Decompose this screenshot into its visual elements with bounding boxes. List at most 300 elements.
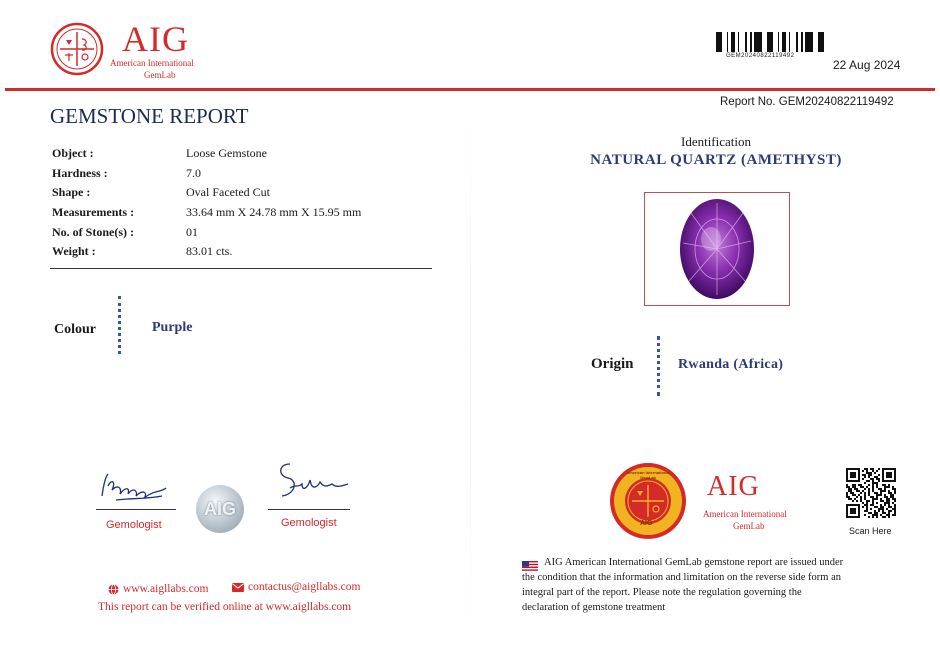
- qr-module: [864, 504, 866, 506]
- qr-module: [864, 510, 866, 512]
- report-date: 22 Aug 2024: [833, 58, 901, 72]
- seal-sub-line1: American International: [703, 509, 787, 519]
- qr-module: [888, 504, 890, 506]
- qr-module: [858, 490, 860, 492]
- qr-module: [890, 494, 892, 496]
- qr-module: [884, 484, 886, 486]
- barcode-number: GEM20240822119492: [726, 53, 795, 59]
- qr-module: [884, 490, 886, 492]
- qr-module: [846, 494, 848, 496]
- gemstone-photo: [644, 192, 790, 306]
- hologram-text: AIG: [203, 498, 236, 519]
- qr-module: [888, 498, 890, 500]
- qr-module: [872, 496, 874, 498]
- qr-module: [892, 502, 894, 504]
- qr-module: [884, 494, 886, 496]
- qr-module: [886, 496, 888, 498]
- seal-ring-text: American International GemLab: [626, 470, 670, 480]
- identification-value: NATURAL QUARTZ (AMETHYST): [590, 152, 842, 168]
- qr-module: [876, 502, 878, 504]
- barcode-bar: [745, 32, 747, 52]
- qr-module: [868, 480, 870, 482]
- report-number: Report No. GEM20240822119492: [720, 96, 894, 108]
- qr-module: [876, 516, 878, 518]
- qr-module: [886, 514, 888, 516]
- gold-seal: [609, 462, 687, 540]
- qr-module: [874, 476, 876, 478]
- report-field-row: [52, 183, 412, 203]
- fields-divider: [50, 268, 432, 269]
- aig-emblem-icon: [50, 22, 104, 76]
- qr-module: [872, 480, 874, 482]
- qr-module: [892, 498, 894, 500]
- qr-module: [888, 516, 890, 518]
- page-fold-shadow: [470, 95, 471, 655]
- barcode-bar: [719, 32, 722, 52]
- report-field-label: Shape :: [52, 185, 91, 200]
- qr-module: [894, 498, 896, 500]
- qr-module: [874, 498, 876, 500]
- qr-module: [870, 474, 872, 476]
- qr-module: [868, 476, 870, 478]
- disclaimer-line2: the condition that the information and limitation on the reverse side form an: [522, 572, 841, 583]
- report-field-label: Object :: [52, 146, 94, 161]
- qr-module: [868, 494, 870, 496]
- barcode-bar: [810, 32, 813, 52]
- barcode-bar: [778, 32, 779, 52]
- qr-module: [848, 490, 850, 492]
- qr-module: [892, 488, 894, 490]
- qr-module: [866, 502, 868, 504]
- qr-module: [872, 504, 874, 506]
- barcode-bar: [734, 32, 735, 52]
- signature-left-line: [96, 509, 176, 510]
- qr-module: [870, 504, 872, 506]
- report-field-row: [52, 203, 412, 223]
- hologram-seal: [196, 485, 244, 533]
- barcode-bar: [731, 32, 734, 52]
- qr-module: [882, 516, 884, 518]
- qr-module: [876, 478, 878, 480]
- qr-module: [870, 478, 872, 480]
- report-field-row: [52, 164, 412, 184]
- signature-right-line: [268, 509, 350, 510]
- logo-emblem: [50, 22, 104, 76]
- qr-module: [876, 482, 878, 484]
- flag-icon: [522, 561, 538, 571]
- qr-module: [872, 478, 874, 480]
- qr-module: [870, 496, 872, 498]
- qr-module: [866, 506, 868, 508]
- qr-module: [888, 502, 890, 504]
- qr-module: [870, 508, 872, 510]
- barcode-bar: [785, 32, 786, 52]
- qr-module: [862, 490, 864, 492]
- qr-module: [882, 484, 884, 486]
- qr-module: [894, 512, 896, 514]
- report-field-label: Measurements :: [52, 205, 135, 220]
- seal-sub-line2: GemLab: [733, 521, 765, 531]
- qr-module: [894, 504, 896, 506]
- qr-module: [868, 500, 870, 502]
- qr-module: [864, 492, 866, 494]
- qr-module: [882, 508, 884, 510]
- qr-module: [876, 498, 878, 500]
- qr-module: [848, 488, 850, 490]
- qr-module: [864, 494, 866, 496]
- qr-module: [866, 504, 868, 506]
- qr-module: [876, 470, 878, 472]
- globe-icon: [108, 584, 119, 595]
- qr-module: [874, 510, 876, 512]
- qr-module: [864, 488, 866, 490]
- qr-module: [856, 488, 858, 490]
- barcode-bar: [805, 32, 808, 52]
- qr-module: [860, 498, 862, 500]
- qr-module: [872, 470, 874, 472]
- qr-module: [886, 486, 888, 488]
- qr-module: [854, 498, 856, 500]
- qr-module: [888, 492, 890, 494]
- qr-module: [850, 490, 852, 492]
- qr-module: [864, 496, 866, 498]
- amethyst-image: [645, 193, 789, 305]
- barcode-bar: [818, 32, 821, 52]
- qr-module: [894, 508, 896, 510]
- barcode-bar: [789, 32, 790, 52]
- qr-module: [860, 484, 862, 486]
- qr-module: [850, 492, 852, 494]
- barcode-bar: [767, 32, 770, 52]
- qr-module: [880, 508, 882, 510]
- qr-module: [876, 492, 878, 494]
- colour-dots: [118, 296, 121, 354]
- qr-module: [878, 494, 880, 496]
- qr-module: [850, 488, 852, 490]
- barcode-graphic: [716, 32, 830, 52]
- qr-module: [888, 490, 890, 492]
- seal-center-text: AIG: [640, 520, 653, 527]
- qr-module: [868, 488, 870, 490]
- qr-module: [884, 502, 886, 504]
- qr-module: [846, 492, 848, 494]
- header-divider: [5, 88, 935, 91]
- qr-module: [852, 500, 854, 502]
- signature-left-mark: [96, 468, 178, 506]
- qr-module: [862, 470, 864, 472]
- qr-module: [854, 486, 856, 488]
- qr-module: [872, 516, 874, 518]
- report-field-value: 7.0: [186, 165, 201, 180]
- qr-module: [894, 490, 896, 492]
- qr-module: [888, 500, 890, 502]
- qr-module: [852, 492, 854, 494]
- qr-module: [864, 476, 866, 478]
- qr-module: [846, 486, 848, 488]
- qr-module: [888, 510, 890, 512]
- qr-module: [874, 492, 876, 494]
- qr-module: [876, 512, 878, 514]
- barcode-bar: [808, 32, 810, 52]
- gemologist-left-label: Gemologist: [106, 519, 162, 531]
- barcode-bar: [716, 32, 719, 52]
- qr-module: [878, 508, 880, 510]
- seal-brand: AIG: [707, 471, 760, 502]
- qr-module: [868, 492, 870, 494]
- qr-module: [856, 490, 858, 492]
- qr-module: [880, 504, 882, 506]
- qr-module: [856, 500, 858, 502]
- colour-value: Purple: [152, 320, 193, 335]
- qr-module: [878, 474, 880, 476]
- barcode-bar: [738, 32, 739, 52]
- qr-module: [872, 484, 874, 486]
- qr-module: [868, 472, 870, 474]
- qr-module: [870, 512, 872, 514]
- page-title: GEMSTONE REPORT: [50, 104, 249, 128]
- qr-module: [886, 502, 888, 504]
- qr-module: [882, 512, 884, 514]
- qr-module: [866, 508, 868, 510]
- identification-label: Identification: [680, 134, 752, 149]
- qr-module: [880, 488, 882, 490]
- qr-module: [848, 486, 850, 488]
- gemologist-right-label: Gemologist: [281, 517, 337, 529]
- report-field-value: 33.64 mm X 24.78 mm X 15.95 mm: [186, 205, 362, 220]
- qr-module: [860, 492, 862, 494]
- qr-module: [874, 512, 876, 514]
- qr-module: [862, 486, 864, 488]
- report-field-value: Oval Faceted Cut: [186, 185, 270, 200]
- qr-module: [894, 492, 896, 494]
- report-field-row: [52, 144, 412, 164]
- qr-finder: [850, 508, 856, 514]
- qr-module: [878, 468, 880, 470]
- qr-module: [848, 498, 850, 500]
- qr-module: [868, 516, 870, 518]
- qr-module: [880, 514, 882, 516]
- qr-module: [880, 494, 882, 496]
- origin-label: Origin: [591, 356, 634, 372]
- qr-module: [882, 490, 884, 492]
- qr-module: [878, 510, 880, 512]
- qr-module: [876, 494, 878, 496]
- website-link[interactable]: [108, 583, 209, 595]
- qr-module: [876, 486, 878, 488]
- qr-module: [866, 468, 868, 470]
- qr-module: [888, 514, 890, 516]
- qr-module: [864, 468, 866, 470]
- qr-module: [872, 486, 874, 488]
- report-field-value: Loose Gemstone: [186, 146, 267, 161]
- qr-module: [882, 500, 884, 502]
- qr-module: [894, 514, 896, 516]
- qr-module: [864, 474, 866, 476]
- qr-code-icon: [846, 468, 896, 518]
- qr-module: [852, 484, 854, 486]
- qr-module: [884, 496, 886, 498]
- qr-module: [862, 478, 864, 480]
- qr-module: [854, 484, 856, 486]
- qr-module: [880, 498, 882, 500]
- qr-module: [886, 508, 888, 510]
- qr-module: [870, 472, 872, 474]
- qr-module: [862, 474, 864, 476]
- barcode-bar: [801, 32, 803, 52]
- qr-module: [882, 510, 884, 512]
- qr-module: [848, 496, 850, 498]
- qr-module: [886, 498, 888, 500]
- barcode-bar: [727, 32, 728, 52]
- qr-module: [872, 468, 874, 470]
- qr-module: [884, 512, 886, 514]
- website-text: www.aigllabs.com: [123, 583, 209, 595]
- signature-right-mark: [268, 458, 352, 502]
- email-text: contactus@aigllabs.com: [248, 581, 361, 593]
- qr-module: [874, 472, 876, 474]
- report-field-label: Hardness :: [52, 165, 108, 180]
- disclaimer-line4: declaration of gemstone treatment: [522, 602, 666, 613]
- qr-module: [866, 510, 868, 512]
- barcode-bar: [759, 32, 762, 52]
- qr-module: [878, 478, 880, 480]
- disclaimer-line1: AIG American International GemLab gemstone report are issued under: [544, 557, 844, 568]
- barcode-bar: [782, 32, 785, 52]
- qr-module: [854, 494, 856, 496]
- disclaimer-line3: integral part of the report. Please note the regulation governing the: [522, 587, 802, 598]
- qr-module: [874, 514, 876, 516]
- qr-code[interactable]: [846, 468, 896, 518]
- report-fields: [52, 144, 412, 262]
- brand-sub-line1: American International: [110, 58, 194, 68]
- qr-module: [880, 490, 882, 492]
- barcode-bar: [821, 32, 824, 52]
- qr-module: [858, 484, 860, 486]
- qr-module: [890, 496, 892, 498]
- signature-right: [268, 458, 352, 502]
- qr-module: [878, 488, 880, 490]
- barcode-bar: [770, 32, 773, 52]
- qr-module: [892, 514, 894, 516]
- origin-dots: [657, 336, 660, 396]
- qr-module: [880, 500, 882, 502]
- qr-module: [868, 490, 870, 492]
- qr-module: [894, 506, 896, 508]
- qr-module: [892, 486, 894, 488]
- qr-module: [864, 514, 866, 516]
- qr-module: [872, 488, 874, 490]
- qr-finder: [850, 472, 856, 478]
- qr-module: [846, 496, 848, 498]
- qr-module: [846, 484, 848, 486]
- qr-module: [888, 512, 890, 514]
- qr-module: [876, 496, 878, 498]
- qr-module: [888, 506, 890, 508]
- qr-module: [860, 500, 862, 502]
- qr-module: [892, 496, 894, 498]
- report-field-label: Weight :: [52, 244, 96, 259]
- qr-module: [894, 510, 896, 512]
- qr-module: [884, 516, 886, 518]
- qr-module: [890, 510, 892, 512]
- qr-module: [866, 472, 868, 474]
- qr-module: [872, 502, 874, 504]
- barcode-bar: [750, 32, 752, 52]
- qr-module: [852, 494, 854, 496]
- qr-module: [862, 502, 864, 504]
- qr-module: [884, 488, 886, 490]
- qr-module: [892, 494, 894, 496]
- qr-module: [866, 470, 868, 472]
- signature-left: [96, 468, 178, 506]
- qr-module: [872, 500, 874, 502]
- qr-module: [852, 486, 854, 488]
- report-field-row: [52, 242, 412, 262]
- qr-module: [876, 514, 878, 516]
- qr-module: [864, 498, 866, 500]
- report-field-value: 01: [186, 224, 198, 239]
- qr-module: [864, 482, 866, 484]
- qr-module: [894, 488, 896, 490]
- qr-module: [860, 486, 862, 488]
- us-flag-icon: [522, 558, 538, 568]
- qr-module: [888, 484, 890, 486]
- qr-module: [878, 480, 880, 482]
- qr-module: [868, 474, 870, 476]
- email-link[interactable]: [232, 581, 360, 593]
- qr-module: [868, 484, 870, 486]
- qr-module: [866, 500, 868, 502]
- barcode-bar: [757, 32, 759, 52]
- qr-module: [872, 498, 874, 500]
- qr-module: [872, 490, 874, 492]
- qr-module: [880, 492, 882, 494]
- qr-module: [884, 504, 886, 506]
- verify-note: This report can be verified online at www.aigllabs.com: [98, 601, 352, 613]
- qr-module: [892, 508, 894, 510]
- qr-module: [854, 488, 856, 490]
- qr-module: [888, 486, 890, 488]
- qr-module: [866, 480, 868, 482]
- qr-module: [856, 496, 858, 498]
- report-field-label: No. of Stone(s) :: [52, 224, 134, 239]
- qr-module: [876, 476, 878, 478]
- qr-module: [874, 482, 876, 484]
- qr-module: [850, 498, 852, 500]
- qr-module: [858, 494, 860, 496]
- qr-module: [866, 486, 868, 488]
- barcode-bar: [796, 32, 798, 52]
- qr-module: [876, 506, 878, 508]
- qr-module: [884, 486, 886, 488]
- qr-module: [886, 500, 888, 502]
- report-field-value: 83.01 cts.: [186, 244, 233, 259]
- colour-label: Colour: [54, 322, 96, 337]
- qr-module: [894, 500, 896, 502]
- envelope-icon: [232, 583, 244, 592]
- qr-module: [882, 506, 884, 508]
- qr-module: [876, 484, 878, 486]
- qr-module: [890, 492, 892, 494]
- qr-module: [872, 482, 874, 484]
- qr-module: [868, 512, 870, 514]
- qr-module: [880, 506, 882, 508]
- qr-module: [870, 468, 872, 470]
- qr-module: [872, 514, 874, 516]
- brand-sub-line2: GemLab: [144, 70, 176, 80]
- origin-value: Rwanda (Africa): [678, 357, 784, 372]
- barcode-bar: [754, 32, 757, 52]
